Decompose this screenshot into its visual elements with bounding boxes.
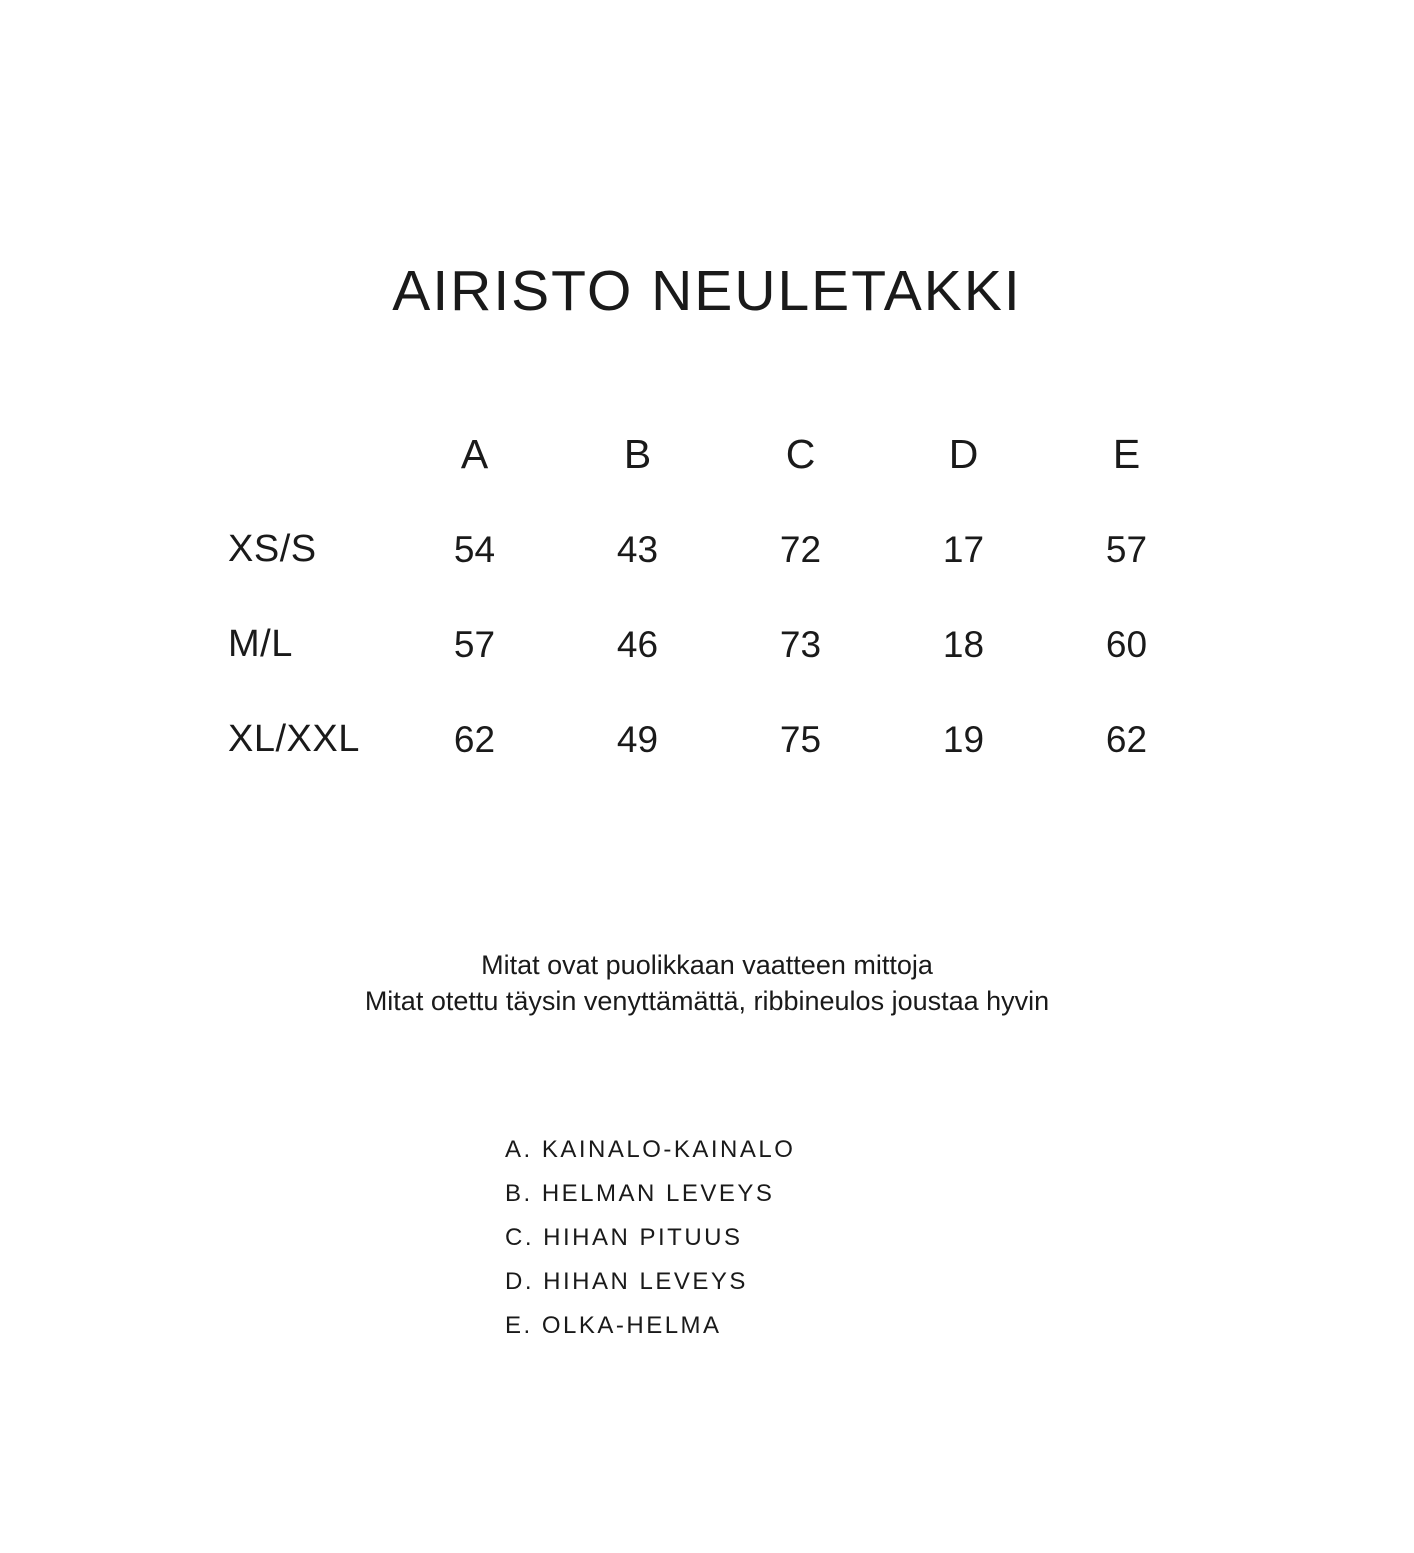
cell-xl-xxl-d: 19 bbox=[942, 718, 985, 760]
cell-xl-xxl-a: 62 bbox=[453, 718, 496, 760]
row-label-xs-s: XS/S bbox=[228, 528, 317, 570]
cell-xl-xxl-e: 62 bbox=[1105, 718, 1148, 760]
cell-xs-s-a: 54 bbox=[453, 528, 496, 570]
cell-xs-s-b: 43 bbox=[616, 528, 659, 570]
column-header-d: D bbox=[948, 431, 979, 477]
cell-m-l-c: 73 bbox=[779, 623, 822, 665]
cell-xs-s-e: 57 bbox=[1105, 528, 1148, 570]
legend-item-d: D. HIHAN LEVEYS bbox=[505, 1268, 748, 1295]
legend-item-e: E. OLKA-HELMA bbox=[505, 1312, 722, 1339]
cell-xs-s-c: 72 bbox=[779, 528, 822, 570]
legend-item-a: A. KAINALO-KAINALO bbox=[505, 1136, 796, 1163]
column-header-a: A bbox=[460, 431, 489, 477]
column-header-c: C bbox=[785, 431, 816, 477]
measurement-notes bbox=[0, 947, 1414, 1019]
row-label-m-l: M/L bbox=[228, 623, 293, 665]
legend-item-c: C. HIHAN PITUUS bbox=[505, 1224, 743, 1251]
cell-xs-s-d: 17 bbox=[942, 528, 985, 570]
row-label-xl-xxl: XL/XXL bbox=[228, 718, 360, 760]
cell-xl-xxl-b: 49 bbox=[616, 718, 659, 760]
cell-m-l-a: 57 bbox=[453, 623, 496, 665]
column-header-e: E bbox=[1112, 431, 1141, 477]
page-title: AIRISTO NEULETAKKI bbox=[392, 259, 1022, 324]
note-line-1: Mitat ovat puolikkaan vaatteen mittoja bbox=[481, 950, 933, 980]
cell-m-l-e: 60 bbox=[1105, 623, 1148, 665]
column-header-b: B bbox=[623, 431, 652, 477]
cell-m-l-b: 46 bbox=[616, 623, 659, 665]
cell-xl-xxl-c: 75 bbox=[779, 718, 822, 760]
measurement-legend bbox=[505, 1128, 795, 1348]
size-chart-table bbox=[228, 407, 1208, 787]
legend-item-b: B. HELMAN LEVEYS bbox=[505, 1180, 775, 1207]
note-line-2: Mitat otettu täysin venyttämättä, ribbineulos joustaa hyvin bbox=[364, 986, 1050, 1016]
cell-m-l-d: 18 bbox=[942, 623, 985, 665]
